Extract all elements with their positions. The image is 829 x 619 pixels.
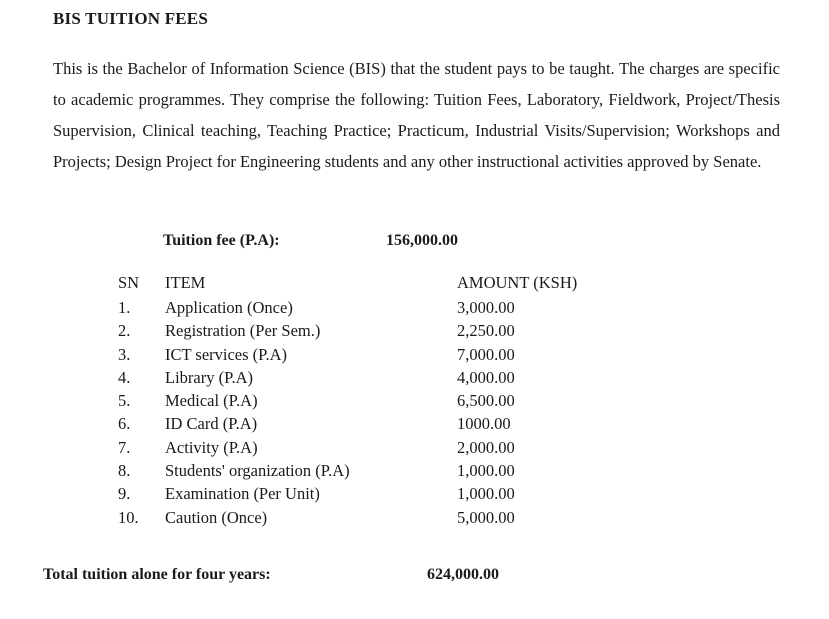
row-sn: 2. — [118, 321, 131, 341]
row-amount: 2,250.00 — [457, 321, 515, 341]
table-row — [118, 482, 597, 505]
row-item: Students' organization (P.A) — [165, 461, 350, 481]
tuition-fee-value: 156,000.00 — [386, 232, 458, 249]
document-title: BIS TUITION FEES — [53, 9, 209, 28]
row-amount: 7,000.00 — [457, 344, 515, 364]
header-sn: SN — [118, 273, 140, 292]
table-header-row — [118, 270, 597, 296]
fees-table — [118, 270, 597, 529]
table-row — [118, 319, 597, 342]
row-amount: 4,000.00 — [457, 367, 515, 387]
row-item: Registration (Per Sem.) — [165, 321, 321, 341]
row-item: Library (P.A) — [165, 367, 253, 387]
row-item: Caution (Once) — [165, 507, 268, 527]
table-row — [118, 296, 597, 319]
row-sn: 1. — [118, 298, 131, 317]
row-amount: 3,000.00 — [457, 298, 515, 317]
row-sn: 7. — [118, 437, 131, 457]
row-amount: 5,000.00 — [457, 507, 515, 527]
row-item: ICT services (P.A) — [165, 344, 288, 364]
row-amount: 6,500.00 — [457, 391, 515, 411]
table-row — [118, 436, 597, 459]
table-row — [118, 506, 597, 529]
row-sn: 4. — [118, 367, 131, 387]
table-row — [118, 343, 597, 366]
row-item: Examination (Per Unit) — [165, 484, 320, 504]
row-item: ID Card (P.A) — [165, 414, 258, 434]
total-tuition-label: Total tuition alone for four years: — [43, 566, 271, 583]
row-amount: 1000.00 — [457, 414, 511, 434]
row-amount: 1,000.00 — [457, 461, 515, 481]
table-row — [118, 459, 597, 482]
row-amount: 2,000.00 — [457, 437, 515, 457]
row-sn: 9. — [118, 484, 131, 504]
row-sn: 6. — [118, 414, 131, 434]
table-row — [118, 389, 597, 412]
total-tuition-value: 624,000.00 — [427, 566, 499, 583]
row-amount: 1,000.00 — [457, 484, 515, 504]
table-row — [118, 412, 597, 435]
row-sn: 8. — [118, 461, 131, 481]
description-paragraph: This is the Bachelor of Information Science (BIS) that the student pays to be taught. The charges are specific to academic programmes. They comprise the following: Tuition Fees, Laboratory, Fieldwork, Project/Thesis Supervision, Clinical teaching, Teaching Practice; Practicum, Industrial Visits/Supervision; Workshops and Projects; Design Project for Engineering students and any other instructional activities approved by Senate. — [53, 59, 780, 171]
row-sn: 5. — [118, 391, 131, 411]
tuition-fee-label: Tuition fee (P.A): — [163, 232, 280, 249]
row-sn: 10. — [118, 507, 139, 527]
row-sn: 3. — [118, 344, 131, 364]
header-item: ITEM — [165, 273, 206, 292]
row-item: Application (Once) — [165, 298, 293, 317]
header-amount: AMOUNT (KSH) — [457, 273, 578, 292]
row-item: Activity (P.A) — [165, 437, 258, 457]
row-item: Medical (P.A) — [165, 391, 258, 411]
table-row — [118, 366, 597, 389]
